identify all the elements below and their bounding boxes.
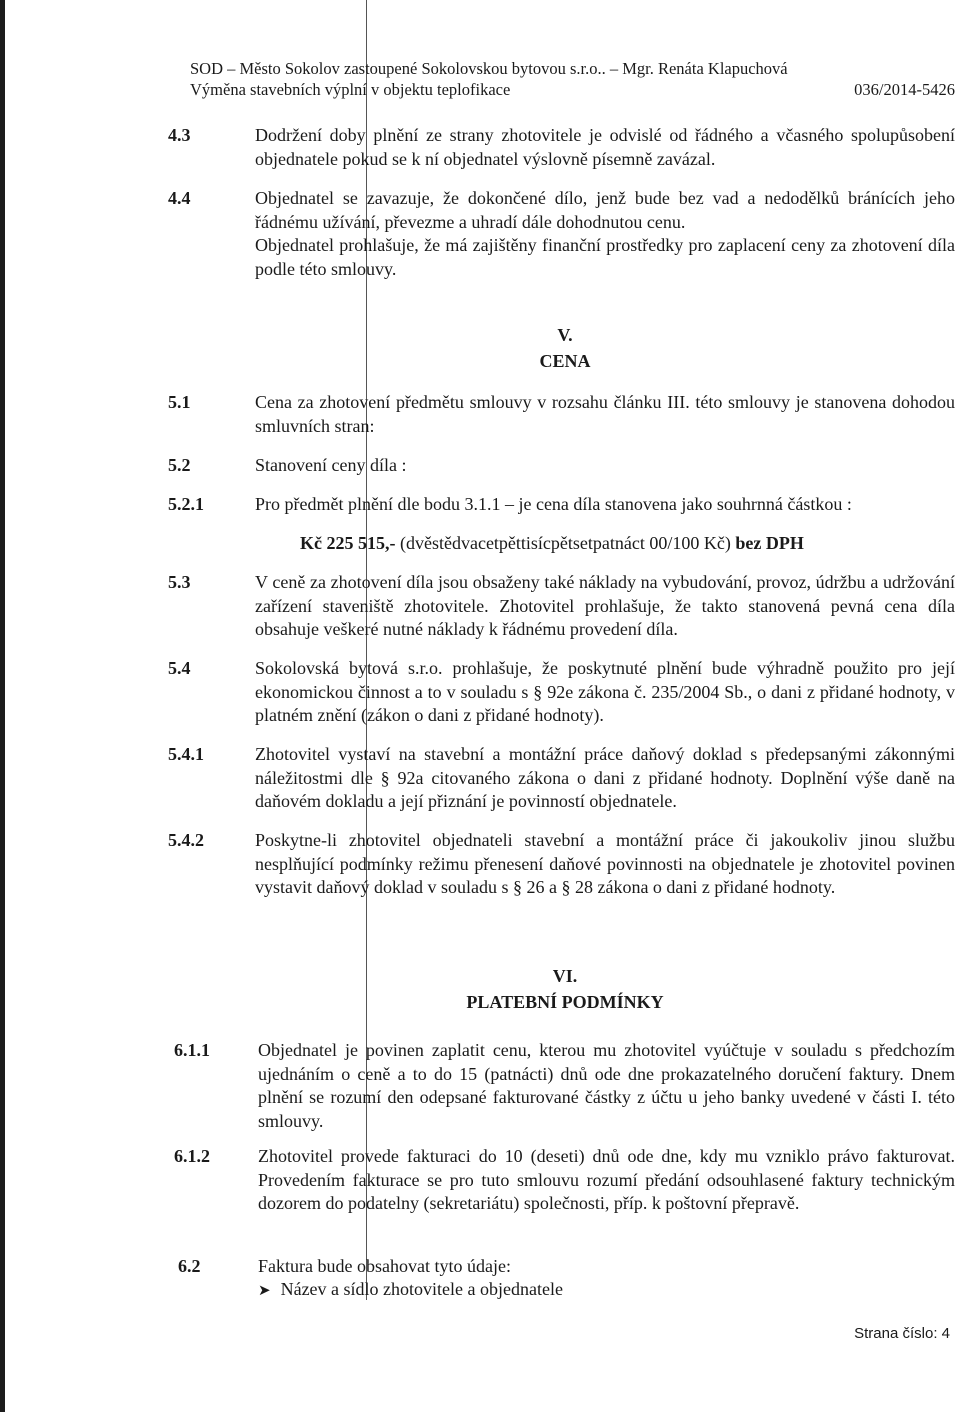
section-number-4-3: 4.3 [168, 125, 191, 145]
section-number-5-2-1: 5.2.1 [168, 494, 204, 514]
section-number-6-1-2: 6.1.2 [174, 1146, 210, 1166]
page-header [190, 58, 955, 100]
chapter-vi-heading [395, 963, 735, 1015]
bullet-item-text: Název a sídlo zhotovitele a objednatele [280, 1279, 563, 1299]
section-number-5-1: 5.1 [168, 392, 191, 412]
chapter-vi-title: PLATEBNÍ PODMÍNKY [466, 992, 664, 1012]
section-5-4-1-text: Zhotovitel vystaví na stavební a montážní práce daňový doklad s předepsanými zákonnými náležitostmi dle § 92a citovaného zákona o dani z přidané hodnoty. Doplnění výše daně na daňovém dokladu a její přiznání je povinností objednatele. [255, 744, 955, 811]
chapter-v-heading [395, 322, 735, 374]
section-6-1-2-text: Zhotovitel provede fakturaci do 10 (deseti) dnů ode dne, kdy mu vzniklo právo fakturovat. Provedením fakturace se pro tuto smlouvu rozumí předání odsouhlasené faktury technickým dozorem do podatelny (sekretariátu) společnosti, příp. k poštovní přepravě. [258, 1146, 955, 1213]
section-5-2-text: Stanovení ceny díla : [255, 455, 407, 475]
section-4-4-text-2: Objednatel prohlašuje, že má zajištěny finanční prostředky pro zaplacení ceny za zhotovení díla podle této smlouvy. [255, 235, 955, 279]
section-number-6-2: 6.2 [178, 1256, 201, 1276]
chapter-v-number: V. [557, 325, 573, 345]
section-number-5-4-1: 5.4.1 [168, 744, 204, 764]
section-number-5-2: 5.2 [168, 455, 191, 475]
section-4-4-text-1: Objednatel se zavazuje, že dokončené dílo, jenž bude bez vad a nedodělků bránících jeho řádnému užívání, převezme a uhradí dále dohodnutou cenu. [255, 188, 955, 232]
contract-price [300, 532, 940, 555]
section-5-1-text: Cena za zhotovení předmětu smlouvy v rozsahu článku III. této smlouvy je stanovena dohodou smluvních stran: [255, 392, 955, 436]
price-in-words: (dvěstědvacetpěttisícpětsetpatnáct 00/100 Kč) [399, 533, 731, 553]
section-number-5-4: 5.4 [168, 658, 191, 678]
section-5-4-text: Sokolovská bytová s.r.o. prohlašuje, že poskytnuté plnění bude výhradně použito pro její ekonomickou činnost a to v souladu s § 92e zákona č. 235/2004 Sb., o dani z přidané hodnoty, v platném znění (zákon o dani z přidané hodnoty). [255, 658, 955, 725]
arrow-bullet-icon: ➤ [258, 1281, 271, 1299]
section-number-6-1-1: 6.1.1 [174, 1040, 210, 1060]
section-5-2-1-text: Pro předmět plnění dle bodu 3.1.1 – je cena díla stanovena jako souhrnná částkou : [255, 494, 852, 514]
section-4-3-text: Dodržení doby plnění ze strany zhotovitele je odvislé od řádného a včasného spolupůsobení objednatele pokud se k ní objednatel výslovně písemně zavázal. [255, 125, 955, 169]
section-number-5-3: 5.3 [168, 572, 191, 592]
chapter-v-title: CENA [539, 351, 591, 371]
section-number-4-4: 4.4 [168, 188, 191, 208]
section-number-5-4-2: 5.4.2 [168, 830, 204, 850]
bullet-list-item [258, 1278, 955, 1303]
section-6-1-1-text: Objednatel je povinen zaplatit cenu, kterou mu zhotovitel vyúčtuje v souladu s předchozím ujednáním o ceně a to do 15 (patnácti) dnů ode dne prokazatelného doručení faktury. Dnem plnění se rozumí den odepsané fakturované částky z účtu u jeho banky uvedené v části I. této smlouvy. [258, 1040, 955, 1131]
header-project-name: Výměna stavebních výplní v objektu teplofikace [190, 80, 511, 99]
section-6-2-text: Faktura bude obsahovat tyto údaje: [258, 1256, 511, 1276]
scan-left-edge [0, 0, 5, 1412]
header-contract-number: 036/2014-5426 [854, 80, 955, 99]
chapter-vi-number: VI. [552, 966, 578, 986]
price-amount: Kč 225 515,- [300, 533, 396, 553]
price-vat-note: bez DPH [735, 533, 804, 553]
section-5-4-2-text: Poskytne-li zhotovitel objednateli stavební a montážní práce či jakoukoliv jinou službu nesplňující podmínky režimu přenesení daňové povinnosti na objednatele je zhotovitel povinen vystavit daňový doklad v souladu s § 26 a § 28 zákona o dani z přidané hodnoty. [255, 830, 955, 897]
header-line-1: SOD – Město Sokolov zastoupené Sokolovskou bytovou s.r.o.. – Mgr. Renáta Klapuchová [190, 59, 788, 78]
section-5-3-text: V ceně za zhotovení díla jsou obsaženy také náklady na vybudování, provoz, údržbu a udržování zařízení staveniště zhotovitele. Zhotovitel prohlašuje, že takto stanovená pevná cena díla obsahuje veškeré nutné náklady k řádnému provedení díla. [255, 572, 955, 639]
header-line-2 [190, 79, 955, 100]
page-number-footer: Strana číslo: 4 [854, 1325, 950, 1342]
